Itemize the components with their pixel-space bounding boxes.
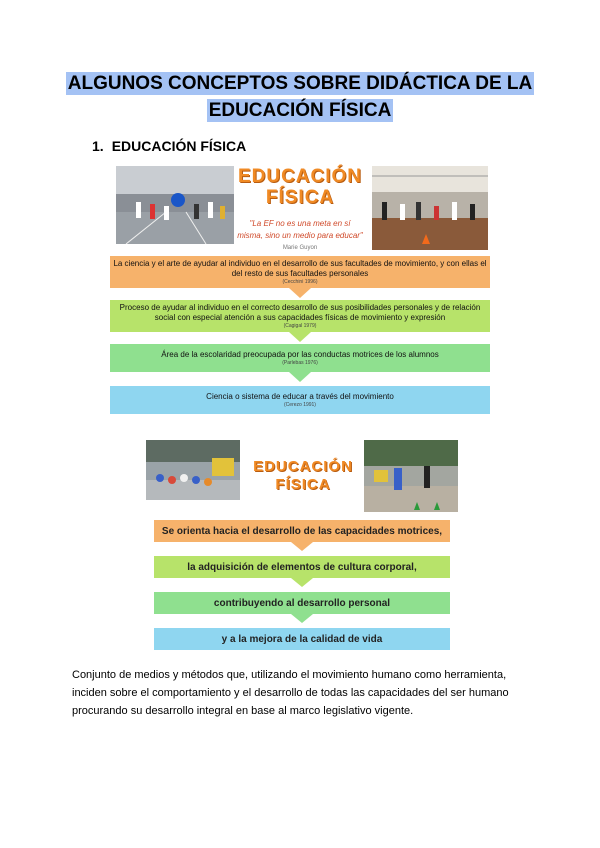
- title-line-2: EDUCACIÓN FÍSICA: [208, 100, 392, 121]
- definition-box-3: [110, 344, 490, 372]
- logo-educacion-fisica-2: [242, 458, 364, 494]
- quote: [234, 218, 366, 254]
- quote-line-2: misma, sino un medio para educar": [237, 231, 363, 240]
- purpose-text-2: la adquisición de elementos de cultura corporal,: [187, 561, 417, 573]
- definition-cite-1: (Cecchini 1996): [282, 278, 318, 285]
- definition-cite-2: (Cagigal 1979): [283, 322, 317, 329]
- logo-educacion-fisica: [234, 166, 366, 208]
- arrow-down-icon: [291, 542, 313, 551]
- arrow-down-icon: [289, 288, 311, 298]
- purpose-box-4: [154, 628, 450, 650]
- logo2-line-1: EDUCACIÓN: [253, 458, 353, 475]
- purpose-text-1: Se orienta hacia el desarrollo de las capacidades motrices,: [161, 525, 443, 537]
- arrow-down-icon: [291, 578, 313, 587]
- definition-paragraph: Conjunto de medios y métodos que, utilizando el movimiento humano como herramienta, inciden sobre el comportamiento y el desarrollo de todas las capacidades del ser humano procurando su desarrollo integral en base al marco legislativo vigente.: [72, 669, 509, 717]
- purpose-text-4: y a la mejora de la calidad de vida: [221, 633, 383, 645]
- section-heading-text: EDUCACIÓN FÍSICA: [111, 138, 247, 154]
- purpose-box-1: [154, 520, 450, 542]
- document-title: [0, 70, 600, 124]
- definition-text-3: Área de la escolaridad preocupada por las conductas motrices de los alumnos: [161, 349, 439, 359]
- photo-children-sitting: [146, 440, 240, 500]
- definition-text-4: Ciencia o sistema de educar a través del movimiento: [206, 391, 394, 401]
- definition-box-4: [110, 386, 490, 414]
- definition-box-2: [110, 300, 490, 332]
- logo-line-2: FÍSICA: [265, 187, 335, 208]
- photo-gym-class: [372, 166, 488, 250]
- title-line-1: ALGUNOS CONCEPTOS SOBRE DIDÁCTICA DE LA: [67, 73, 533, 94]
- definition-cite-4: (Cerezo 1991): [284, 401, 316, 408]
- purpose-text-3: contribuyendo al desarrollo personal: [213, 597, 391, 609]
- section-heading: [92, 138, 246, 154]
- quote-line-1: "La EF no es una meta en sí: [249, 219, 351, 228]
- section-number: 1.: [92, 138, 104, 154]
- purpose-box-2: [154, 556, 450, 578]
- quote-author: Marie Guyon: [282, 245, 318, 251]
- definition-cite-3: (Parlebas 1976): [282, 359, 318, 366]
- purpose-box-3: [154, 592, 450, 614]
- figure-definitions: [104, 160, 496, 428]
- figure-purposes: [146, 440, 458, 654]
- arrow-down-icon: [289, 372, 311, 382]
- photo-students-ball: [116, 166, 234, 244]
- definition-box-1: [110, 256, 490, 288]
- arrow-down-icon: [291, 614, 313, 623]
- arrow-down-icon: [289, 332, 311, 342]
- logo2-line-2: FÍSICA: [275, 476, 331, 493]
- logo-line-1: EDUCACIÓN: [237, 166, 363, 187]
- photo-children-running: [364, 440, 458, 512]
- definition-text-2: Proceso de ayudar al individuo en el correcto desarrollo de sus posibilidades personales y de relación social con especial atención a sus capacidades físicas de movimiento y expresión: [119, 302, 481, 322]
- definition-text-1: La ciencia y el arte de ayudar al individuo en el desarrollo de sus facultades de movimiento, y con ellas el del resto de sus facultades personales: [113, 258, 487, 278]
